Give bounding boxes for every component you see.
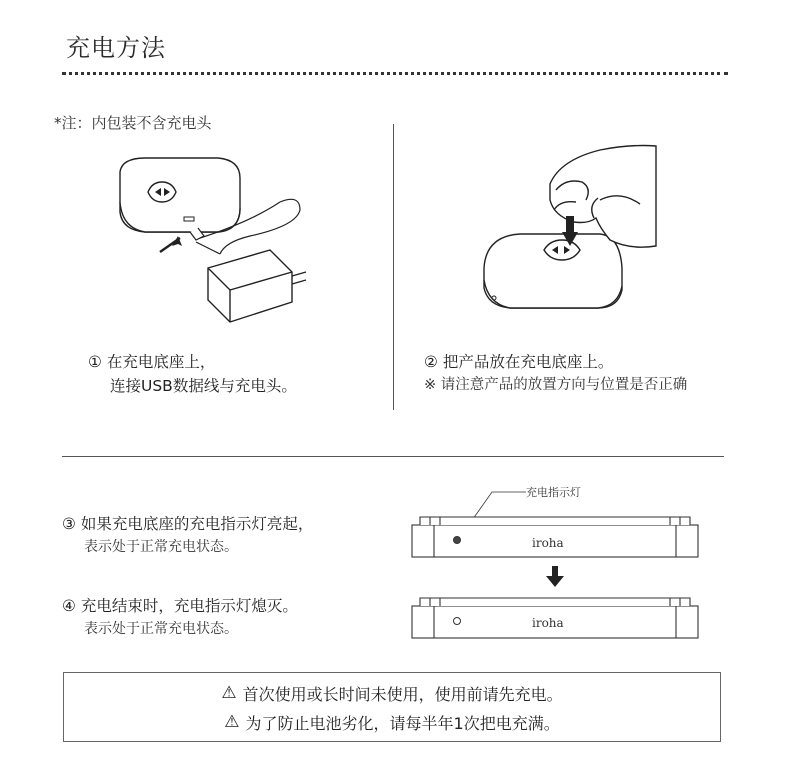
step-2 [424, 350, 687, 396]
place-product-illustration [470, 140, 670, 320]
step-3-line1: 如果充电底座的充电指示灯亮起， [80, 515, 314, 533]
indicator-label: 充电指示灯 [526, 486, 581, 499]
step-2-number: ② [424, 353, 438, 371]
caution-text-1: 首次使用或长时间未使用，使用前请先充电。 [242, 685, 563, 704]
step-2-line1: 把产品放在充电底座上。 [442, 353, 614, 371]
section-divider [62, 456, 724, 457]
step-2-note: 请注意产品的放置方向与位置是否正确 [440, 377, 688, 393]
step-3-number: ③ [62, 515, 76, 533]
vertical-divider [393, 124, 394, 410]
down-arrow-icon [545, 566, 565, 588]
charging-base-usb-illustration [100, 150, 340, 330]
step-4 [62, 594, 298, 640]
packaging-note: *注：内包装不含充电头 [54, 114, 212, 132]
title-divider [62, 72, 728, 75]
page-title: 充电方法 [66, 34, 166, 62]
step-1-line2: 连接USB数据线与充电头。 [110, 377, 297, 395]
step-1-number: ① [88, 353, 102, 371]
step-4-line2: 表示处于正常充电状态。 [84, 621, 238, 637]
step-4-number: ④ [62, 597, 76, 615]
warning-triangle-icon: ⚠ [224, 712, 240, 732]
step-3 [62, 512, 313, 558]
step-1-line1: 在充电底座上， [106, 353, 216, 371]
brand-label-off: iroha [532, 616, 564, 630]
warning-triangle-icon: ⚠ [221, 683, 237, 703]
caution-text-2: 为了防止电池劣化，请每半年1次把电充满。 [245, 714, 560, 733]
caution-item-2 [64, 711, 720, 734]
brand-label-on: iroha [532, 536, 564, 550]
step-2-note-mark: ※ [424, 377, 437, 393]
step-1 [88, 350, 297, 398]
step-4-line1: 充电结束时，充电指示灯熄灭。 [80, 597, 298, 615]
caution-item-1 [64, 682, 720, 705]
caution-box [63, 672, 721, 742]
step-3-line2: 表示处于正常充电状态。 [84, 539, 238, 555]
